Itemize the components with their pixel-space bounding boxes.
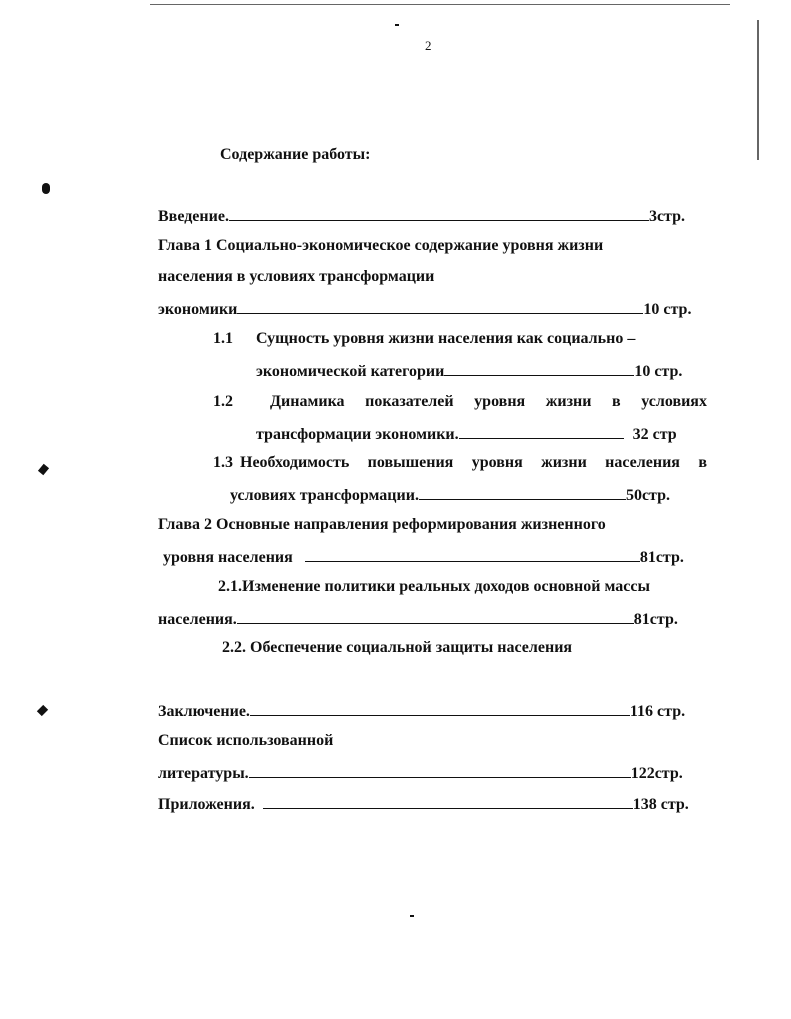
toc-s22-line1: 2.2. Обеспечение социальной защиты населения (222, 639, 573, 656)
toc-s12-num: 1.2 (213, 393, 233, 410)
leader-line (305, 546, 640, 562)
leader-line (459, 423, 624, 439)
margin-mark-3 (37, 705, 48, 716)
toc-appendix-label: Приложения. (158, 796, 255, 813)
toc-chapter1-page: 10 стр. (643, 301, 692, 318)
toc-entry-s13 (230, 484, 670, 506)
toc-s11-num: 1.1 (213, 330, 233, 347)
toc-s13-num: 1.3 (213, 454, 233, 471)
leader-line (263, 793, 633, 809)
toc-s13-word: повышения (367, 454, 454, 471)
toc-conclusion-page: 116 стр. (629, 703, 686, 720)
toc-chapter2-line1: Глава 2 Основные направления реформирования жизненного (158, 516, 606, 533)
toc-entry-chapter1 (158, 298, 691, 320)
toc-appendix-page: 138 стр. (632, 796, 689, 813)
speck-bottom (410, 915, 414, 917)
toc-s12-line2: трансформации экономики. (256, 426, 459, 443)
leader-line (237, 608, 634, 624)
toc-intro-page: 3стр. (648, 208, 685, 225)
leader-line (444, 360, 634, 376)
leader-line (237, 298, 643, 314)
toc-references-line1: Список использованной (158, 732, 334, 749)
toc-s12-word: в (612, 393, 621, 410)
toc-s13-word: Необходимость (240, 454, 350, 471)
toc-chapter1-line3: экономики (158, 301, 238, 318)
toc-s21-line2: населения. (158, 611, 237, 628)
toc-s13-page: 50стр. (625, 487, 670, 504)
scan-top-line (150, 4, 730, 5)
toc-s12-word: жизни (545, 393, 592, 410)
page-number: 2 (425, 38, 432, 53)
toc-s12-word: показателей (365, 393, 454, 410)
toc-entry-s21 (158, 608, 678, 630)
toc-entry-intro (158, 205, 685, 227)
toc-s11-line2: экономической категории (256, 363, 445, 380)
toc-s12-word: Динамика (270, 393, 345, 410)
speck-top (395, 24, 399, 26)
toc-entry-s12 (256, 423, 677, 445)
toc-entry-chapter2 (163, 546, 684, 568)
toc-entry-appendix (158, 793, 689, 815)
toc-entry-conclusion (158, 700, 685, 722)
toc-chapter2-line2: уровня населения (163, 549, 293, 566)
leader-line (250, 700, 630, 716)
toc-chapter1-line1: Глава 1 Социально-экономическое содержание уровня жизни (158, 237, 604, 254)
leader-line (419, 484, 626, 500)
toc-entry-references (158, 762, 683, 784)
toc-s12-word: уровня (474, 393, 526, 410)
toc-s13-word: жизни (541, 454, 587, 471)
toc-s13-line2: условиях трансформации. (230, 487, 419, 504)
toc-s13-word: населения (605, 454, 680, 471)
toc-conclusion-label: Заключение. (158, 703, 250, 720)
leader-line (229, 205, 649, 221)
toc-references-line2: литературы. (158, 765, 249, 782)
toc-entry-s11 (256, 360, 682, 382)
toc-chapter2-page: 81стр. (639, 549, 684, 566)
toc-s11-page: 10 стр. (634, 363, 683, 380)
toc-title: Содержание работы: (220, 146, 371, 163)
toc-intro-label: Введение. (158, 208, 229, 225)
toc-s13-word: уровня (471, 454, 523, 471)
toc-s21-page: 81стр. (633, 611, 678, 628)
toc-s12-line1 (270, 392, 707, 412)
toc-references-page: 122стр. (630, 765, 683, 782)
leader-line (249, 762, 631, 778)
scan-right-edge (757, 20, 759, 160)
toc-s13-line1 (240, 453, 707, 473)
margin-mark-2 (38, 464, 49, 475)
toc-s11-line1: Сущность уровня жизни населения как социально – (256, 330, 636, 347)
toc-s13-word: в (698, 454, 707, 471)
margin-mark-1 (42, 183, 50, 194)
toc-s12-word: условиях (641, 393, 707, 410)
toc-s21-line1: 2.1.Изменение политики реальных доходов основной массы (218, 578, 650, 595)
toc-s12-page: 32 стр (632, 426, 677, 443)
toc-chapter1-line2: населения в условиях трансформации (158, 268, 435, 285)
